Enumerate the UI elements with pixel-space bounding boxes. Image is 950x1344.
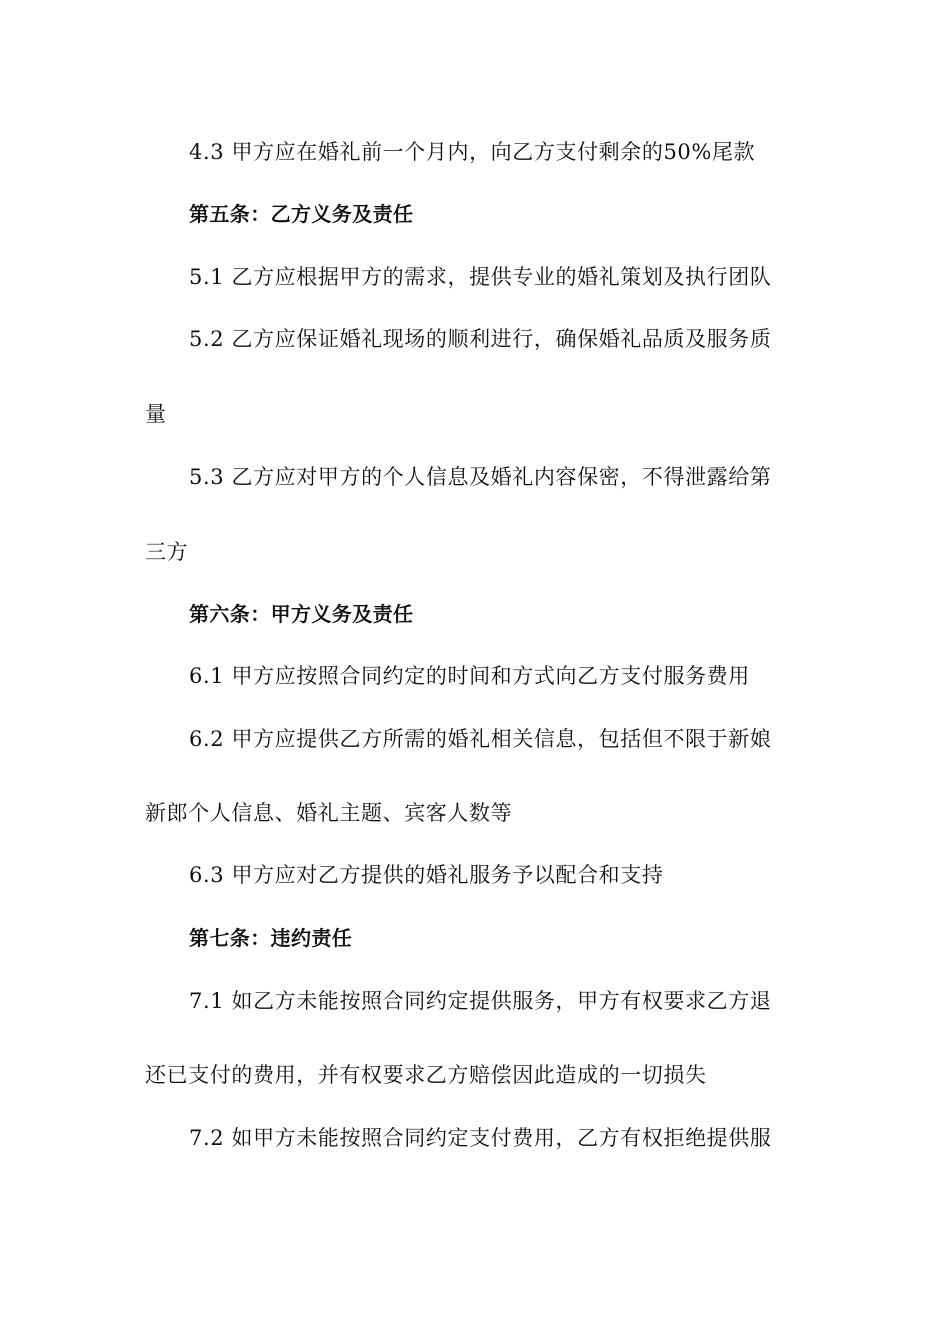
clause-5-3: 5.3 乙方应对甲方的个人信息及婚礼内容保密，不得泄露给第: [189, 465, 772, 489]
clause-7-2: 7.2 如甲方未能按照合同约定支付费用，乙方有权拒绝提供服: [189, 1126, 772, 1150]
clause-5-1: 5.1 乙方应根据甲方的需求，提供专业的婚礼策划及执行团队: [189, 265, 772, 289]
clause-5-2-continued: 量: [145, 402, 167, 426]
clause-7-1-continued: 还已支付的费用，并有权要求乙方赔偿因此造成的一切损失: [145, 1063, 707, 1087]
clause-6-1: 6.1 甲方应按照合同约定的时间和方式向乙方支付服务费用: [189, 664, 750, 688]
clause-6-3: 6.3 甲方应对乙方提供的婚礼服务予以配合和支持: [189, 863, 664, 887]
clause-6-2: 6.2 甲方应提供乙方所需的婚礼相关信息，包括但不限于新娘: [189, 727, 772, 751]
clause-7-1: 7.1 如乙方未能按照合同约定提供服务，甲方有权要求乙方退: [189, 989, 772, 1013]
article-7-heading: 第七条：违约责任: [189, 926, 353, 950]
clause-6-2-continued: 新郎个人信息、婚礼主题、宾客人数等: [145, 801, 513, 825]
clause-5-2: 5.2 乙方应保证婚礼现场的顺利进行，确保婚礼品质及服务质: [189, 327, 772, 351]
article-5-heading: 第五条：乙方义务及责任: [189, 202, 414, 226]
clause-4-3: 4.3 甲方应在婚礼前一个月内，向乙方支付剩余的50%尾款: [189, 140, 756, 164]
article-6-heading: 第六条：甲方义务及责任: [189, 602, 414, 626]
clause-5-3-continued: 三方: [145, 540, 189, 564]
